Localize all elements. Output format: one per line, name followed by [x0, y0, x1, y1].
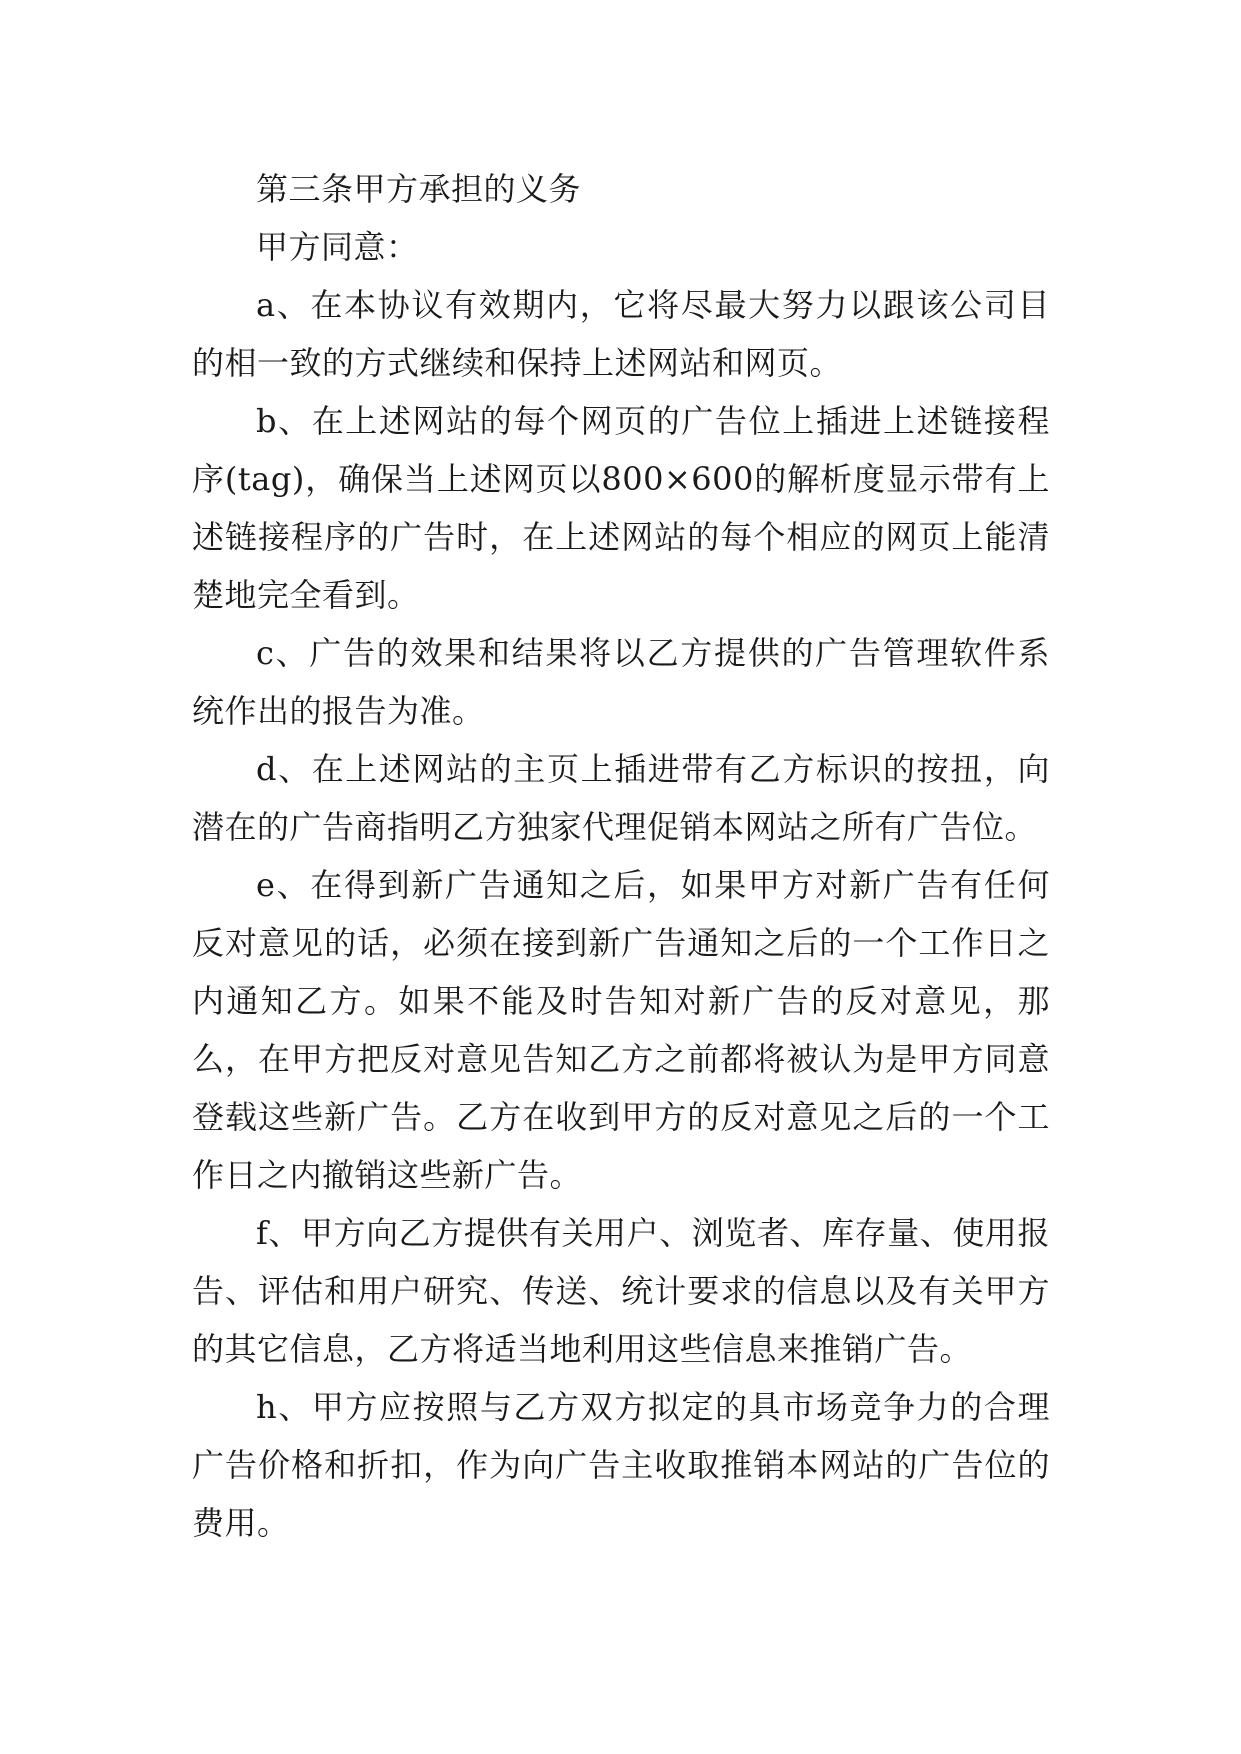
article-heading: 第三条甲方承担的义务 [256, 170, 582, 208]
clause-a: a、在本协议有效期内，它将尽最大努力以跟该公司目的相一致的方式继续和保持上述网站和网页。 [192, 286, 1050, 382]
agreement-intro: 甲方同意： [256, 228, 419, 266]
document-body [192, 160, 1050, 1552]
clause-d: d、在上述网站的主页上插进带有乙方标识的按扭，向潜在的广告商指明乙方独家代理促销本网站之所有广告位。 [192, 750, 1050, 846]
clause-e: e、在得到新广告通知之后，如果甲方对新广告有任何反对意见的话，必须在接到新广告通知之后的一个工作日之内通知乙方。如果不能及时告知对新广告的反对意见，那么，在甲方把反对意见告知乙方之前都将被认为是甲方同意登载这些新广告。乙方在收到甲方的反对意见之后的一个工作日之内撤销这些新广告。 [192, 866, 1050, 1194]
clause-b: b、在上述网站的每个网页的广告位上插进上述链接程序(tag)，确保当上述网页以800×600的解析度显示带有上述链接程序的广告时，在上述网站的每个相应的网页上能清楚地完全看到。 [192, 402, 1050, 614]
clause-c: c、广告的效果和结果将以乙方提供的广告管理软件系统作出的报告为准。 [192, 634, 1050, 730]
clause-h: h、甲方应按照与乙方双方拟定的具市场竞争力的合理广告价格和折扣，作为向广告主收取推销本网站的广告位的费用。 [192, 1388, 1050, 1542]
clause-f: f、甲方向乙方提供有关用户、浏览者、库存量、使用报告、评估和用户研究、传送、统计要求的信息以及有关甲方的其它信息，乙方将适当地利用这些信息来推销广告。 [192, 1214, 1050, 1368]
